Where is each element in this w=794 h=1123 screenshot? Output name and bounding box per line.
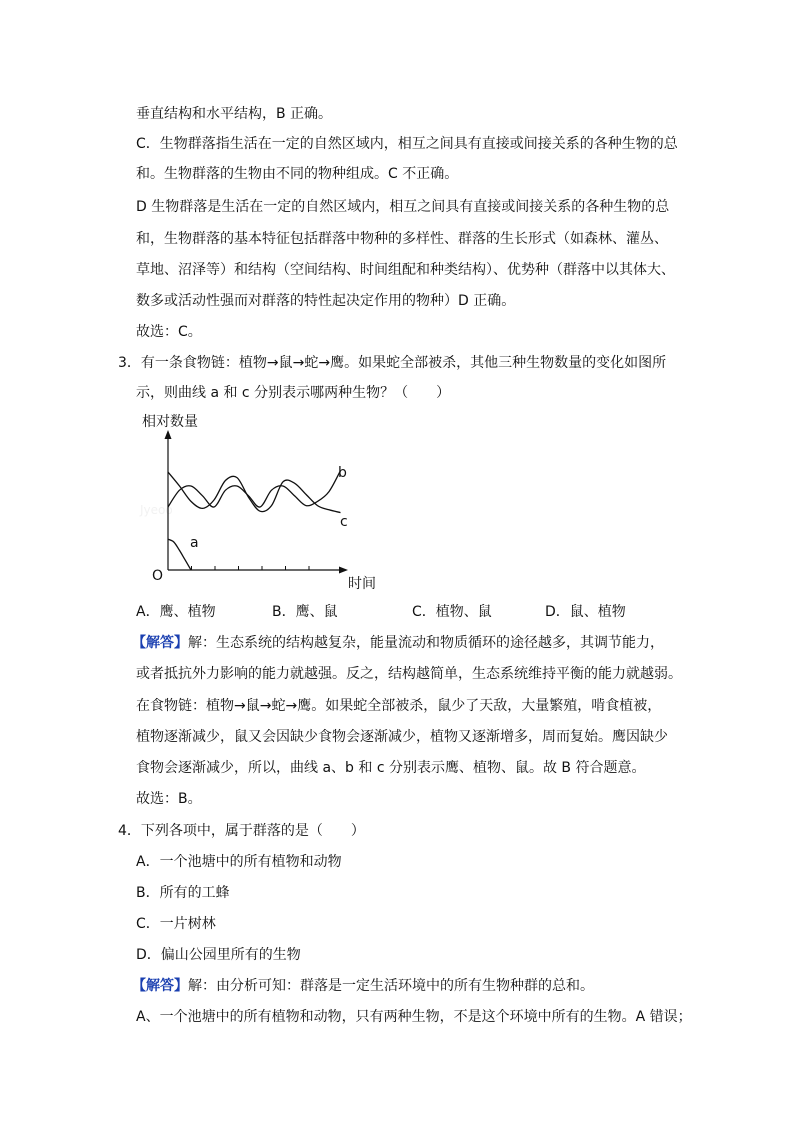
prev-line-1: 垂直结构和水平结构，B 正确。 [136, 106, 333, 122]
q3-stem-line-1: 3．有一条食物链：植物→鼠→蛇→鹰。如果蛇全部被杀，其他三种生物数量的变化如图所 [118, 355, 667, 371]
q3-answer-line-1: 【解答】解：生态系统的结构越复杂，能量流动和物质循环的途径越多，其调节能力， [132, 635, 664, 651]
q3-answer-line-5: 食物会逐渐减少，所以，曲线 a、b 和 c 分别表示鹰、植物、鼠。故 B 符合题意。 [136, 760, 646, 776]
q3-stem-line-2: 示，则曲线 a 和 c 分别表示哪两种生物？（ ） [136, 385, 451, 401]
q3-answer-line-2: 或者抵抗外力影响的能力就越强。反之，结构越简单，生态系统维持平衡的能力就越弱。 [136, 666, 682, 682]
chart-y-label: 相对数量 [142, 414, 198, 430]
q3-option-c: C．植物、鼠 [412, 604, 492, 620]
chart-origin-label: O [152, 568, 164, 584]
prev-line-5: 和，生物群落的基本特征包括群落中物种的多样性、群落的生长形式（如森林、灌丛、 [136, 231, 668, 247]
q4-answer-line-2: A、一个池塘中的所有植物和动物，只有两种生物，不是这个环境中所有的生物。A 错误； [136, 1009, 692, 1025]
prev-line-7: 数多或活动性强而对群落的特性起决定作用的物种）D 正确。 [136, 293, 516, 309]
q3-option-a: A．鹰、植物 [136, 604, 216, 620]
q4-option-c: C．一片树林 [136, 916, 216, 932]
curve-b-label: b [338, 465, 347, 481]
q3-option-d: D．鼠、植物 [545, 604, 626, 620]
population-chart [132, 410, 392, 600]
q3-option-b: B．鹰、鼠 [272, 604, 338, 620]
prev-line-6: 草地、沼泽等）和结构（空间结构、时间组配和种类结构）、优势种（群落中以其体大、 [136, 262, 675, 278]
q4-option-a: A．一个池塘中的所有植物和动物 [136, 854, 342, 870]
chart-watermark: Jyeoo [140, 503, 173, 517]
chart-series [168, 471, 341, 570]
q3-final-answer: 故选：B。 [136, 791, 202, 807]
curve-c-label: c [340, 514, 348, 530]
q4-option-d: D．偏山公园里所有的生物 [136, 947, 301, 963]
q4-stem: 4．下列各项中，属于群落的是（ ） [118, 823, 365, 839]
chart-x-label: 时间 [348, 576, 376, 592]
answer-tag: 【解答】 [132, 635, 188, 651]
q3-answer-line-3: 在食物链：植物→鼠→蛇→鹰。如果蛇全部被杀，鼠少了天敌，大量繁殖，啃食植被， [136, 698, 662, 714]
curve-c [168, 472, 341, 513]
curve-a [168, 539, 191, 570]
prev-line-2: C．生物群落指生活在一定的自然区域内，相互之间具有直接或间接关系的各种生物的总 [136, 136, 678, 152]
y-axis-arrow [165, 430, 172, 439]
q4-answer-line-1: 【解答】解：由分析可知：群落是一定生活环境中的所有生物种群的总和。 [132, 978, 594, 994]
prev-line-3: 和。生物群落的生物由不同的物种组成。C 不正确。 [136, 166, 459, 182]
curve-a-label: a [190, 535, 199, 551]
prev-line-4: D 生物群落是生活在一定的自然区域内，相互之间具有直接或间接关系的各种生物的总 [136, 199, 670, 215]
answer-tag: 【解答】 [132, 978, 188, 994]
q3-answer-line-4: 植物逐渐减少，鼠又会因缺少食物会逐渐减少，植物又逐渐增多，周而复始。鹰因缺少 [136, 729, 668, 745]
x-axis-arrow [339, 567, 348, 574]
prev-answer-line: 故选：C。 [136, 324, 202, 340]
curve-b [168, 471, 341, 507]
q4-option-b: B．所有的工蜂 [136, 885, 230, 901]
